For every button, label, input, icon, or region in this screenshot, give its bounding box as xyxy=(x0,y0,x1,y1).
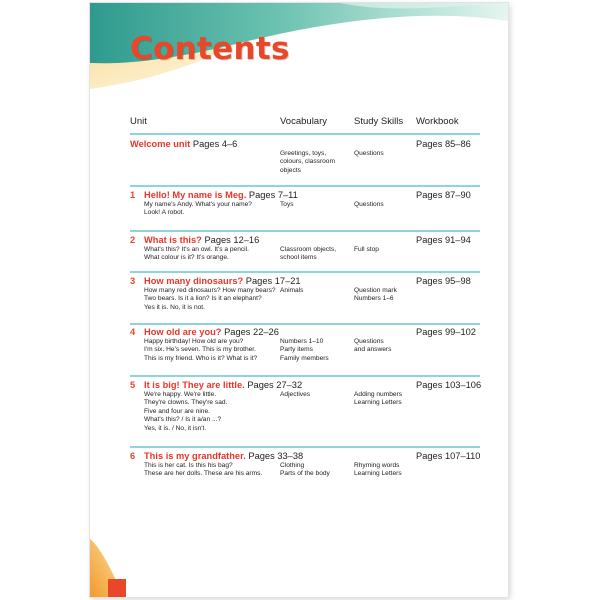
unit-number: 6 xyxy=(130,451,136,461)
study-skills-cell xyxy=(354,462,402,479)
row-divider xyxy=(130,375,480,377)
unit-heading xyxy=(130,139,237,149)
vocabulary-line: objects xyxy=(280,166,301,174)
vocabulary-line: Animals xyxy=(280,287,304,294)
study-skills-line: Questions xyxy=(354,338,384,345)
unit-number: 1 xyxy=(130,190,136,200)
unit-pages: Pages 27–32 xyxy=(247,380,303,390)
unit-heading xyxy=(130,235,259,245)
row-divider xyxy=(130,230,480,232)
unit-language-line: Yes it is. No, it is not. xyxy=(144,303,205,311)
vocabulary-line: Toys xyxy=(280,201,294,208)
unit-pages: Pages 7–11 xyxy=(248,190,298,200)
study-skills-cell xyxy=(354,338,391,355)
unit-number: 2 xyxy=(130,235,136,245)
unit-language-line: Five and four are nine. xyxy=(144,407,210,415)
unit-title: How many dinosaurs? xyxy=(144,276,244,286)
unit-language-line: What's this? / Is it a/an ...? xyxy=(144,416,222,424)
study-skills-cell xyxy=(354,150,384,158)
unit-language-cell xyxy=(144,287,276,312)
study-skills-line: Learning Letters xyxy=(354,470,402,478)
unit-pages: Pages 17–21 xyxy=(245,276,301,286)
unit-language-line: How many red dinosaurs? How many bears? xyxy=(144,287,276,294)
column-header-study-skills: Study Skills xyxy=(354,116,404,127)
unit-language-line: These are her dolls. These are his arms. xyxy=(144,470,263,478)
study-skills-line: Questions xyxy=(354,150,384,157)
vocabulary-cell xyxy=(280,150,335,175)
vocabulary-line: Party items xyxy=(280,346,313,354)
unit-title: What is this? xyxy=(144,235,202,245)
unit-language-line: What colour is it? It's orange. xyxy=(144,254,229,262)
study-skills-line: Full stop xyxy=(354,246,379,253)
study-skills-line: and answers xyxy=(354,346,392,354)
study-skills-line: Rhyming words xyxy=(354,462,400,469)
workbook-pages: Pages 85–86 xyxy=(416,139,471,149)
vocabulary-line: colours, classroom xyxy=(280,158,335,166)
unit-language-line: Two bears. Is it a lion? Is it an elephant? xyxy=(144,295,262,303)
vocabulary-line: Classroom objects, xyxy=(280,246,337,253)
unit-language-line: What's this? It's an owl. It's a pencil. xyxy=(144,246,249,253)
unit-heading xyxy=(130,380,302,390)
study-skills-line: Numbers 1–6 xyxy=(354,295,394,303)
study-skills-cell xyxy=(354,391,402,408)
row-divider xyxy=(130,133,480,135)
workbook-pages: Pages 95–98 xyxy=(416,276,471,286)
unit-heading xyxy=(130,327,279,337)
unit-pages: Pages 22–26 xyxy=(224,327,279,337)
unit-language-line: I'm six. He's seven. This is my brother. xyxy=(144,346,256,354)
vocabulary-cell xyxy=(280,338,329,363)
vocabulary-cell xyxy=(280,391,310,399)
unit-heading xyxy=(130,451,303,461)
unit-language-cell xyxy=(144,246,249,263)
unit-language-line: They're clowns. They're sad. xyxy=(144,399,228,407)
row-divider xyxy=(130,271,480,273)
vocabulary-line: Greetings, toys, xyxy=(280,150,327,157)
unit-title: This is my grandfather. xyxy=(144,451,246,461)
column-header-workbook: Workbook xyxy=(416,116,459,127)
unit-language-cell xyxy=(144,338,257,363)
study-skills-line: Questions xyxy=(354,201,384,208)
column-header-unit: Unit xyxy=(130,116,147,127)
workbook-pages: Pages 107–110 xyxy=(416,451,481,461)
column-header-vocabulary: Vocabulary xyxy=(280,116,328,127)
unit-title: Hello! My name is Meg. xyxy=(144,190,247,200)
vocabulary-cell xyxy=(280,462,330,479)
row-divider xyxy=(130,323,480,325)
vocabulary-line: school items xyxy=(280,254,317,262)
unit-title: Welcome unit xyxy=(130,139,191,149)
unit-language-cell xyxy=(144,462,262,479)
vocabulary-cell xyxy=(280,201,294,209)
unit-language-line: This is her cat. Is this his bag? xyxy=(144,462,233,469)
workbook-pages: Pages 99–102 xyxy=(416,327,476,337)
unit-language-line: Yes, it is. / No, it isn't. xyxy=(144,424,207,432)
study-skills-line: Question mark xyxy=(354,287,397,294)
page-number: 2 xyxy=(116,567,122,578)
vocabulary-line: Numbers 1–10 xyxy=(280,338,324,345)
unit-heading xyxy=(130,190,298,200)
unit-title: How old are you? xyxy=(144,327,222,337)
study-skills-cell xyxy=(354,287,397,304)
unit-heading xyxy=(130,276,301,286)
workbook-pages: Pages 103–106 xyxy=(416,380,482,390)
vocabulary-cell xyxy=(280,246,336,263)
page-title: Contents xyxy=(130,31,290,67)
document-page xyxy=(90,3,508,597)
unit-number: 5 xyxy=(130,380,136,390)
study-skills-line: Adding numbers xyxy=(354,391,403,398)
unit-number: 4 xyxy=(130,327,136,337)
workbook-pages: Pages 87–90 xyxy=(416,190,471,200)
vocabulary-line: Adjectives xyxy=(280,391,311,398)
unit-language-line: Look! A robot. xyxy=(144,209,185,217)
unit-language-line: Happy birthday! How old are you? xyxy=(144,338,244,345)
unit-language-cell xyxy=(144,201,252,218)
unit-pages: Pages 12–16 xyxy=(204,235,260,245)
vocabulary-line: Family members xyxy=(280,354,329,362)
vocabulary-cell xyxy=(280,287,303,295)
study-skills-cell xyxy=(354,246,379,254)
unit-language-line: We're happy. We're little. xyxy=(144,391,217,398)
vocabulary-line: Clothing xyxy=(280,462,305,469)
study-skills-line: Learning Letters xyxy=(354,399,402,407)
unit-number: 3 xyxy=(130,276,136,286)
footer-decoration xyxy=(90,517,508,597)
workbook-pages: Pages 91–94 xyxy=(416,235,471,245)
unit-pages: Pages 4–6 xyxy=(192,139,238,149)
row-divider xyxy=(130,446,480,448)
study-skills-cell xyxy=(354,201,384,209)
unit-language-line: This is my friend. Who is it? What is it? xyxy=(144,354,258,362)
vocabulary-line: Parts of the body xyxy=(280,470,330,478)
row-divider xyxy=(130,185,480,187)
unit-language-cell xyxy=(144,391,227,433)
unit-language-line: My name's Andy. What's your name? xyxy=(144,201,252,208)
unit-title: It is big! They are little. xyxy=(144,380,245,390)
unit-pages: Pages 33–38 xyxy=(248,451,304,461)
